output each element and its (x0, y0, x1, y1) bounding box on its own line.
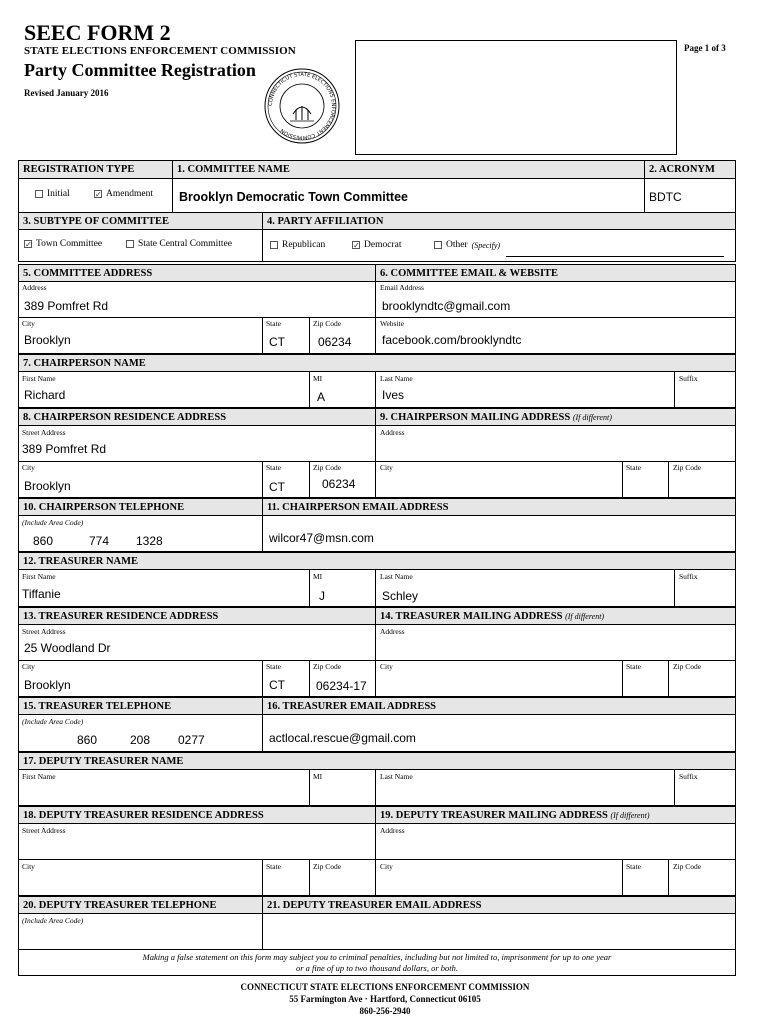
deputy-street-label: Street Address (22, 826, 66, 835)
treasurer-street-value: 25 Woodland Dr (24, 641, 111, 655)
chair-email-value: wilcor47@msn.com (269, 531, 374, 545)
treasurer-telephone-note (22, 717, 83, 726)
treasurer-first-name-label: First Name (22, 572, 56, 581)
committee-address-value: 389 Pomfret Rd (24, 299, 109, 313)
chairperson-name-header: 7. CHAIRPERSON NAME (18, 354, 736, 372)
treasurer-telephone-note-text: (Include Area Code) (22, 717, 84, 726)
deputy-city-label: City (22, 862, 35, 871)
deputy-last-name-field[interactable] (375, 769, 675, 806)
deputy-first-name-field[interactable] (18, 769, 310, 806)
chair-city-value: Brooklyn (24, 479, 71, 493)
deputy-mailing-label: 19. DEPUTY TREASURER MAILING ADDRESS (380, 810, 608, 821)
warning-line-2: or a fine of up to two thousand dollars, or both. (296, 963, 458, 973)
chair-email-header: 11. CHAIRPERSON EMAIL ADDRESS (262, 498, 736, 516)
deputy-mail-address-label: Address (380, 826, 405, 835)
other-option[interactable] (434, 240, 500, 250)
footer-org: CONNECTICUT STATE ELECTIONS ENFORCEMENT COMMISSION (240, 982, 530, 992)
committee-zip-value: 06234 (318, 335, 352, 349)
republican-label: Republican (282, 240, 326, 250)
chair-state-value: CT (269, 480, 285, 494)
deputy-mail-address-field[interactable] (375, 823, 736, 860)
treasurer-street-label: Street Address (22, 627, 66, 636)
treasurer-mi-value: J (319, 589, 325, 603)
committee-state-label: State (266, 319, 281, 328)
treasurer-last-name-value: Schley (382, 589, 419, 603)
deputy-telephone-header: 20. DEPUTY TREASURER TELEPHONE (18, 896, 263, 914)
revised-date: Revised January 2016 (24, 88, 109, 98)
treasurer-residence-header: 13. TREASURER RESIDENCE ADDRESS (18, 607, 376, 625)
deputy-last-name-label: Last Name (380, 772, 413, 781)
form-title: SEEC FORM 2 (24, 20, 171, 45)
treasurer-city-label: City (22, 662, 35, 671)
chair-last-name-label: Last Name (380, 374, 413, 383)
treasurer-name-header: 12. TREASURER NAME (18, 552, 736, 570)
chair-phone-prefix: 774 (89, 534, 110, 548)
chair-city-label: City (22, 463, 35, 472)
committee-zip-label: Zip Code (313, 319, 342, 328)
amendment-checkbox[interactable]: ✓ (95, 190, 102, 199)
deputy-mi-label: MI (313, 772, 323, 781)
republican-checkbox[interactable] (270, 241, 278, 249)
chair-mailing-note: (If different) (572, 413, 612, 422)
republican-option[interactable] (270, 240, 325, 250)
deputy-email-field[interactable] (262, 913, 736, 950)
committee-city-label: City (22, 319, 35, 328)
treasurer-last-name-field[interactable] (375, 569, 675, 607)
amendment-option[interactable] (94, 189, 153, 199)
subtype-header: 3. SUBTYPE OF COMMITTEE (18, 212, 263, 230)
deputy-mail-state-label: State (626, 862, 641, 871)
committee-state-value: CT (269, 335, 285, 349)
committee-address-label: Address (22, 283, 47, 292)
treasurer-email-value: actlocal.rescue@gmail.com (269, 731, 416, 745)
form-name: Party Committee Registration (24, 60, 256, 80)
treasurer-mi-label: MI (313, 572, 323, 581)
warning-line-1: Making a false statement on this form may subject you to criminal penalties, including but not limited to, imprisonment for up to one year (142, 952, 612, 962)
chair-zip-label: Zip Code (313, 463, 342, 472)
democrat-checkbox[interactable]: ✓ (353, 241, 360, 250)
treasurer-mail-address-field[interactable] (375, 624, 736, 661)
treasurer-last-name-label: Last Name (380, 572, 413, 581)
footer-address: 55 Farmington Ave · Hartford, Connecticut 06105 (289, 994, 481, 1004)
treasurer-zip-label: Zip Code (313, 662, 342, 671)
initial-option[interactable] (35, 189, 70, 199)
treasurer-mail-city-field[interactable] (375, 660, 623, 697)
chair-mail-address-label: Address (380, 428, 405, 437)
deputy-name-header: 17. DEPUTY TREASURER NAME (18, 752, 736, 770)
chair-phone-area: 860 (33, 534, 54, 548)
deputy-suffix-label: Suffix (679, 772, 698, 781)
acronym-value: BDTC (649, 190, 682, 204)
other-label: Other (446, 240, 468, 250)
deputy-email-header: 21. DEPUTY TREASURER EMAIL ADDRESS (262, 896, 736, 914)
chair-mail-city-field[interactable] (375, 461, 623, 498)
chair-telephone-note (22, 518, 83, 527)
deputy-street-field[interactable] (18, 823, 376, 860)
chair-telephone-note-text: (Include Area Code) (22, 518, 84, 527)
democrat-label: Democrat (364, 240, 402, 250)
treasurer-email-header: 16. TREASURER EMAIL ADDRESS (262, 697, 736, 715)
treasurer-phone-area: 860 (77, 733, 98, 747)
committee-name-header: 1. COMMITTEE NAME (172, 160, 645, 179)
chair-street-label: Street Address (22, 428, 66, 437)
chair-phone-line: 1328 (136, 534, 163, 548)
deputy-mail-city-label: City (380, 862, 393, 871)
treasurer-mail-state-label: State (626, 662, 641, 671)
chair-suffix-label: Suffix (679, 374, 698, 383)
agency-name: STATE ELECTIONS ENFORCEMENT COMMISSION (24, 45, 296, 57)
treasurer-first-name-value: Tiffanie (22, 587, 61, 601)
chair-mail-zip-label: Zip Code (673, 463, 702, 472)
treasurer-zip-value: 06234-17 (316, 679, 367, 693)
chair-last-name-value: Ives (382, 388, 405, 402)
committee-email-label: Email Address (380, 283, 424, 292)
treasurer-mailing-label: 14. TREASURER MAILING ADDRESS (380, 611, 563, 622)
treasurer-city-value: Brooklyn (24, 678, 71, 692)
state-central-option[interactable] (126, 239, 232, 249)
other-specify-line[interactable] (506, 256, 724, 257)
chair-zip-value: 06234 (322, 477, 356, 491)
receipt-stamp-box (355, 40, 677, 155)
page-number: Page 1 of 3 (684, 43, 726, 53)
registration-type-header: REGISTRATION TYPE (18, 160, 173, 179)
committee-email-value: brooklyndtc@gmail.com (382, 299, 511, 313)
chair-residence-header: 8. CHAIRPERSON RESIDENCE ADDRESS (18, 408, 376, 426)
chair-first-name-value: Richard (24, 388, 66, 402)
treasurer-phone-prefix: 208 (130, 733, 151, 747)
deputy-first-name-label: First Name (22, 772, 56, 781)
acronym-header: 2. ACRONYM (644, 160, 736, 179)
deputy-zip-label: Zip Code (313, 862, 342, 871)
town-committee-label: Town Committee (36, 239, 103, 249)
chair-last-name-field[interactable] (375, 371, 675, 408)
chair-first-name-label: First Name (22, 374, 56, 383)
chair-mail-state-label: State (626, 463, 641, 472)
treasurer-mail-city-label: City (380, 662, 393, 671)
chair-mi-value: A (317, 390, 326, 404)
deputy-mail-city-field[interactable] (375, 859, 623, 896)
treasurer-mail-zip-label: Zip Code (673, 662, 702, 671)
chair-mail-city-label: City (380, 463, 393, 472)
committee-website-label: Website (380, 319, 404, 328)
deputy-state-label: State (266, 862, 281, 871)
deputy-telephone-note (22, 916, 83, 925)
chair-telephone-header: 10. CHAIRPERSON TELEPHONE (18, 498, 263, 516)
deputy-residence-header: 18. DEPUTY TREASURER RESIDENCE ADDRESS (18, 806, 376, 824)
deputy-mailing-header (375, 806, 736, 824)
treasurer-first-name-field[interactable] (18, 569, 310, 607)
deputy-city-field[interactable] (18, 859, 263, 896)
committee-city-value: Brooklyn (24, 333, 71, 347)
chair-mailing-label: 9. CHAIRPERSON MAILING ADDRESS (380, 412, 571, 423)
other-specify-note: (Specify) (471, 240, 501, 250)
treasurer-mailing-header (375, 607, 736, 625)
other-checkbox[interactable] (434, 241, 442, 249)
treasurer-state-label: State (266, 662, 281, 671)
committee-website-value: facebook.com/brooklyndtc (382, 333, 522, 347)
committee-name-value: Brooklyn Democratic Town Committee (179, 190, 408, 204)
chair-mail-address-field[interactable] (375, 425, 736, 462)
party-affiliation-header: 4. PARTY AFFILIATION (262, 212, 736, 230)
town-committee-option[interactable] (24, 239, 102, 249)
treasurer-suffix-label: Suffix (679, 572, 698, 581)
state-seal-icon (262, 66, 342, 146)
chair-mi-label: MI (313, 374, 323, 383)
treasurer-state-value: CT (269, 678, 285, 692)
chair-state-label: State (266, 463, 281, 472)
chair-mailing-header (375, 408, 736, 426)
state-central-checkbox[interactable] (126, 240, 134, 248)
initial-checkbox[interactable] (35, 190, 43, 198)
chair-street-value: 389 Pomfret Rd (22, 442, 107, 456)
seal-text: CONNECTICUT STATE ELECTIONS ENFORCEMENT COMMISSION (267, 71, 337, 141)
town-committee-checkbox[interactable]: ✓ (25, 240, 32, 249)
initial-label: Initial (47, 189, 70, 199)
state-central-label: State Central Committee (138, 239, 232, 249)
treasurer-phone-line: 0277 (178, 733, 205, 747)
democrat-option[interactable] (352, 240, 401, 250)
deputy-telephone-note-text: (Include Area Code) (22, 916, 84, 925)
committee-email-website-header: 6. COMMITTEE EMAIL & WEBSITE (375, 264, 736, 282)
deputy-mail-zip-label: Zip Code (673, 862, 702, 871)
amendment-label: Amendment (106, 189, 153, 199)
treasurer-telephone-header: 15. TREASURER TELEPHONE (18, 697, 263, 715)
treasurer-mail-address-label: Address (380, 627, 405, 636)
footer-phone: 860-256-2940 (359, 1006, 411, 1016)
deputy-mailing-note: (If different) (610, 811, 650, 820)
treasurer-mailing-note: (If different) (565, 612, 605, 621)
committee-address-header: 5. COMMITTEE ADDRESS (18, 264, 376, 282)
